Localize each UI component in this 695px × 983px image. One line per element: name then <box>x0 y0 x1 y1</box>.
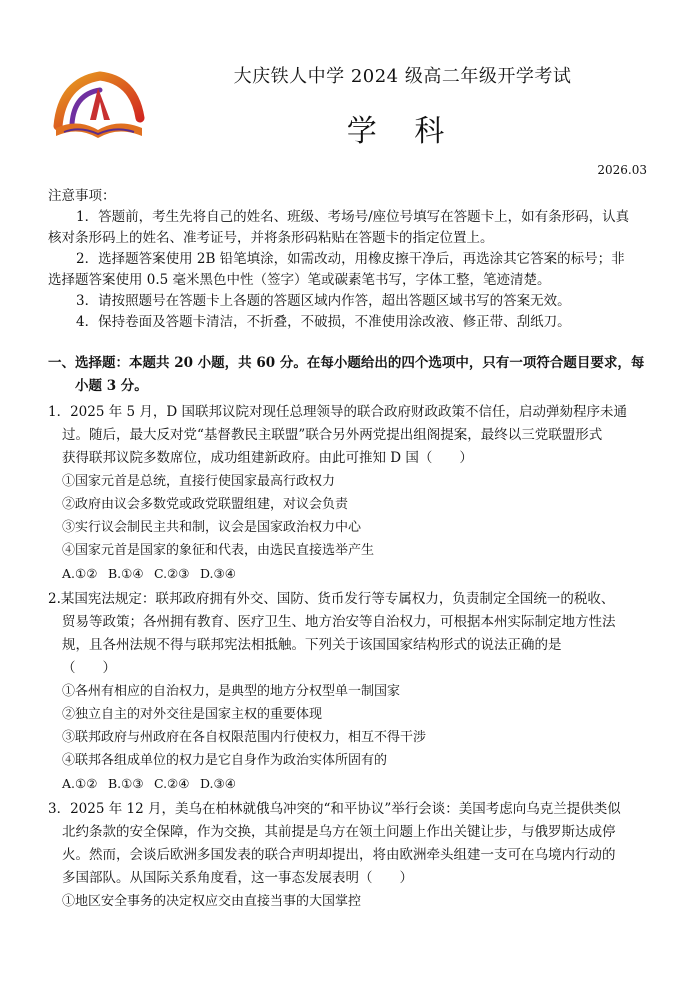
question-stem-line: 1．2025 年 5 月，D 国联邦议院对现任总理领导的联合政府财政政策不信任，启动弹劾程序未通 <box>48 404 628 420</box>
question-option: ①国家元首是总统，直接行使国家最高行政权力 <box>62 474 336 489</box>
answer-choice: D.③④ <box>199 776 236 791</box>
section-heading-line: 一、选择题：本题共 20 小题，共 60 分。在每小题给出的四个选项中，只有一项符合题目要求，每 <box>48 355 645 371</box>
notice-line: 核对条形码上的姓名、准考证号，并将条形码粘贴在答题卡的指定位置上。 <box>48 230 494 246</box>
subject-title: 学 科 <box>346 114 459 149</box>
answer-choice: A.①② <box>62 566 98 581</box>
question-stem-line: 2.某国宪法规定：联邦政府拥有外交、国防、货币发行等专属权力，负责制定全国统一的税收、 <box>48 591 615 607</box>
section-heading-line: 小题 3 分。 <box>75 378 148 394</box>
answer-choices <box>48 772 648 795</box>
question-stem-line: 多国部队。从国际关系角度看，这一事态发展表明（ ） <box>62 870 413 886</box>
section-heading <box>48 352 648 398</box>
exam-date: 2026.03 <box>597 163 647 177</box>
question-stem-line: 北约条款的安全保障，作为交换，其前提是乌方在领土问题上作出关键让步，与俄罗斯达成停 <box>62 824 616 840</box>
notice-title: 注意事项： <box>48 188 116 204</box>
question-option: ②政府由议会多数党或政党联盟组建，对议会负责 <box>62 497 349 512</box>
notice-line: 3．请按照题号在答题卡上各题的答题区域内作答，超出答题区域书写的答案无效。 <box>76 293 571 309</box>
question-stem-line: 贸易等政策；各州拥有教育、医疗卫生、地方治安等自治权力，可根据本州实际制定地方性法 <box>62 614 616 630</box>
question-1 <box>48 401 648 585</box>
question-option: ④联邦各组成单位的权力是它自身作为政治实体所固有的 <box>62 753 388 768</box>
question-stem-line: 获得联邦议院多数席位，成功组建新政府。由此可推知 D 国（ ） <box>62 450 473 466</box>
question-stem-line: 过。随后，最大反对党“基督教民主联盟”联合另外两党提出组阁提案，最终以三党联盟形式 <box>62 427 603 443</box>
exam-title: 大庆铁人中学 2024 级高二年级开学考试 <box>233 66 572 87</box>
answer-choice: B.①③ <box>107 776 144 791</box>
question-2 <box>48 588 648 795</box>
question-option: ②独立自主的对外交往是国家主权的重要体现 <box>62 707 323 722</box>
answer-choice: B.①④ <box>107 566 144 581</box>
question-option: ①地区安全事务的决定权应交由直接当事的大国掌控 <box>62 894 362 909</box>
notice-block <box>48 186 648 333</box>
notice-line: 选择题答案使用 0.5 毫米黑色中性（签字）笔或碳素笔书写，字体工整，笔迹清楚。 <box>48 272 551 288</box>
answer-choice: C.②④ <box>153 776 190 791</box>
question-option: ①各州有相应的自治权力，是典型的地方分权型单一制国家 <box>62 684 401 699</box>
answer-choice: C.②③ <box>153 566 190 581</box>
question-option: ④国家元首是国家的象征和代表，由选民直接选举产生 <box>62 543 375 558</box>
question-option: ③实行议会制民主共和制，议会是国家政治权力中心 <box>62 520 362 535</box>
question-option: ③联邦政府与州政府在各自权限范围内行使权力，相互不得干涉 <box>62 730 427 745</box>
question-stem-line: 规，且各州法规不得与联邦宪法相抵触。下列关于该国国家结构形式的说法正确的是 <box>62 637 562 653</box>
notice-line: 4．保持卷面及答题卡清洁，不折叠，不破损，不准使用涂改液、修正带、刮纸刀。 <box>76 314 571 330</box>
answer-choice: D.③④ <box>199 566 236 581</box>
notice-line: 2．选择题答案使用 2B 铅笔填涂，如需改动，用橡皮擦干净后，再选涂其它答案的标号；非 <box>76 251 625 267</box>
question-stem-line: （ ） <box>62 660 116 676</box>
exam-body <box>48 186 648 913</box>
question-stem-line: 火。然而，会谈后欧洲多国发表的联合声明却提出，将由欧洲牵头组建一支可在乌境内行动的 <box>62 847 616 863</box>
question-stem-line: 3．2025 年 12 月，美乌在柏林就俄乌冲突的“和平协议”举行会谈：美国考虑向乌克兰提供类似 <box>48 801 621 817</box>
answer-choice: A.①② <box>62 776 98 791</box>
notice-line: 1．答题前，考生先将自己的姓名、班级、考场号/座位号填写在答题卡上，如有条形码，认真 <box>76 209 630 225</box>
question-3 <box>48 798 648 913</box>
answer-choices <box>48 562 648 585</box>
